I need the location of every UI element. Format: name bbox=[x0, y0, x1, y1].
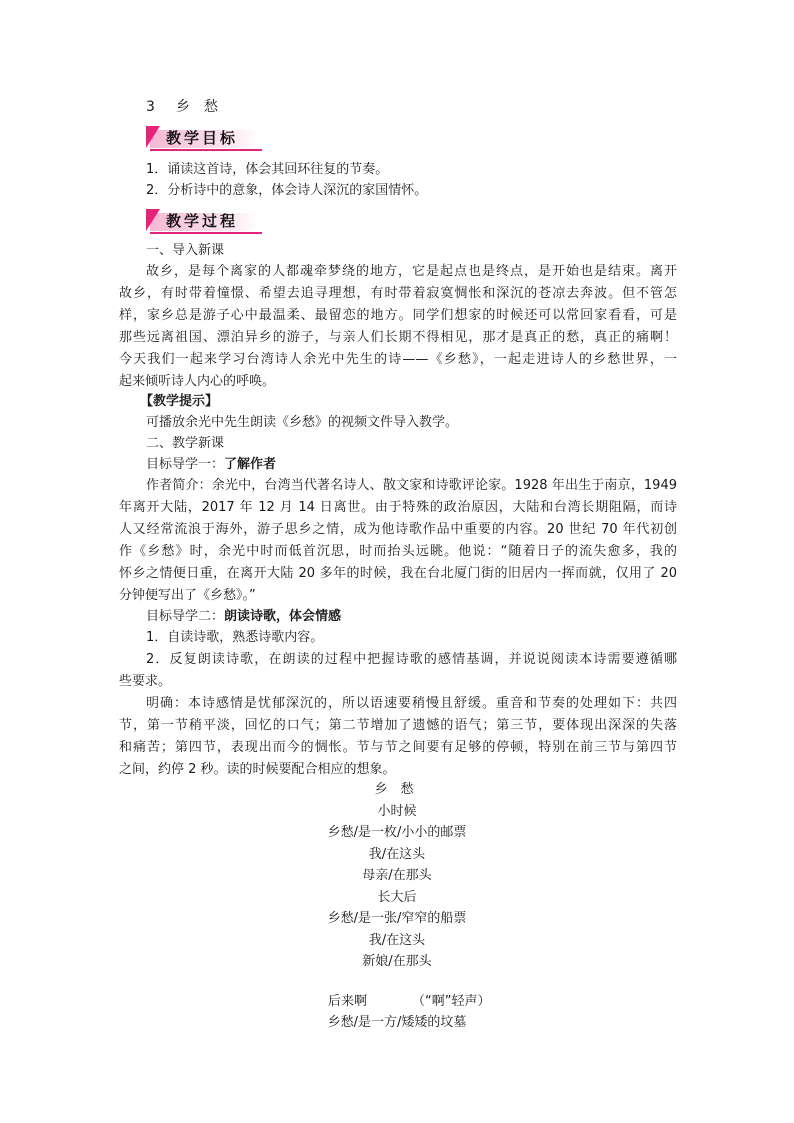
guide-2-prefix: 目标导学二： bbox=[146, 609, 225, 624]
lesson-title: 乡 愁 bbox=[175, 99, 218, 115]
section-banner-process bbox=[146, 209, 264, 235]
poem-line-7: 我/在这头 bbox=[368, 933, 426, 948]
intro-line-4: 那些远离祖国、漂泊异乡的游子，与亲人们长期不得相见，那才是真正的愁，真正的痛啊！ bbox=[119, 330, 677, 345]
poem-line-4: 母亲/在那头 bbox=[362, 868, 432, 883]
poem-stanza3-line-1: 后来啊 bbox=[328, 994, 368, 1009]
answer-line-4: 之间，约停 2 秒。读的时候要配合相应的想象。 bbox=[119, 762, 396, 777]
goal-item-1: 1．诵读这首诗，体会其回环往复的节奏。 bbox=[146, 162, 389, 177]
author-line-6: 分钟便写出了《乡愁》。” bbox=[119, 588, 256, 603]
author-line-2: 年离开大陆，2017 年 12 月 14 日离世。由于特殊的政治原因，大陆和台湾长期阻隔，而诗 bbox=[119, 500, 677, 515]
author-line-5: 怀乡之情便日重，在离开大陆 20 多年的时候，我在台北厦门街的旧居内一挥而就，仅用了 20 bbox=[119, 566, 677, 581]
poem-line-3: 我/在这头 bbox=[368, 847, 426, 862]
author-line-4: 作《乡愁》时，余光中时而低首沉思，时而抬头远眺。他说：“随着日子的流失愈多，我的 bbox=[119, 544, 677, 559]
guide-1 bbox=[146, 455, 276, 475]
poem-line-5: 长大后 bbox=[377, 890, 417, 905]
author-line-3: 人又经常流浪于海外，游子思乡之情，成为他诗歌作品中重要的内容。20 世纪 70 年代初创 bbox=[119, 522, 677, 537]
intro-line-2: 故乡，有时带着憧憬、希望去追寻理想，有时带着寂寞惆怅和深沉的苍凉去奔波。但不管怎 bbox=[119, 286, 677, 301]
poem-line-2: 乡愁/是一枚/小小的邮票 bbox=[327, 825, 467, 840]
poem-line-1: 小时候 bbox=[377, 804, 417, 819]
guide-2-title: 朗读诗歌，体会情感 bbox=[224, 609, 342, 624]
intro-line-3: 样，家乡总是游子心中最温柔、最留恋的地方。同学们想家的时候还可以常回家看看，可是 bbox=[119, 308, 677, 323]
tip-label: 【教学提示】 bbox=[140, 394, 219, 409]
poem-line-8: 新娘/在那头 bbox=[362, 954, 432, 969]
banner-accent bbox=[146, 209, 160, 231]
step-1: 1．自读诗歌，熟悉诗歌内容。 bbox=[146, 630, 324, 645]
section-title-goals: 教学目标 bbox=[166, 129, 239, 147]
intro-line-6: 起来倾听诗人内心的呼唤。 bbox=[119, 374, 276, 389]
step-2-line-1: 2．反复朗读诗歌，在朗读的过程中把握诗歌的感情基调，并说说阅读本诗需要遵循哪 bbox=[146, 652, 677, 667]
guide-1-title: 了解作者 bbox=[224, 457, 277, 472]
author-line-1: 作者简介：余光中，台湾当代著名诗人、散文家和诗歌评论家。1928 年出生于南京，1949 bbox=[146, 478, 677, 493]
section-banner-goals bbox=[146, 126, 264, 152]
step-2-line-2: 些要求。 bbox=[119, 674, 172, 689]
tip-text: 可播放余光中先生朗读《乡愁》的视频文件导入教学。 bbox=[146, 415, 459, 430]
answer-line-1: 明确：本诗感情是忧郁深沉的，所以语速要稍慢且舒缓。重音和节奏的处理如下：共四 bbox=[146, 696, 677, 711]
poem-stanza3-line-2: 乡愁/是一方/矮矮的坟墓 bbox=[327, 1015, 467, 1030]
intro-heading: 一、导入新课 bbox=[146, 243, 225, 258]
guide-1-prefix: 目标导学一： bbox=[146, 457, 225, 472]
banner-underline bbox=[150, 232, 262, 234]
goal-item-2: 2．分析诗中的意象，体会诗人深沉的家国情怀。 bbox=[146, 183, 428, 198]
guide-2 bbox=[146, 607, 341, 627]
lesson-number: 3 bbox=[146, 99, 155, 115]
answer-line-2: 节，第一节稍平淡，回忆的口气；第二节增加了遗憾的语气；第三节，要体现出深深的失落 bbox=[119, 718, 677, 733]
section-title-process: 教学过程 bbox=[166, 212, 239, 230]
poem-title: 乡 愁 bbox=[374, 782, 414, 797]
poem-stanza3-note: （“啊”轻声） bbox=[412, 994, 491, 1009]
poem-line-6: 乡愁/是一张/窄窄的船票 bbox=[327, 911, 467, 926]
lesson-heading bbox=[146, 97, 218, 117]
banner-underline bbox=[150, 149, 262, 151]
intro-line-1: 故乡，是每个离家的人都魂牵梦绕的地方，它是起点也是终点，是开始也是结束。离开 bbox=[146, 264, 677, 279]
new-lesson-heading: 二、教学新课 bbox=[146, 436, 225, 451]
banner-accent bbox=[146, 126, 160, 148]
answer-line-3: 和痛苦；第四节，表现出而今的惆怅。节与节之间要有足够的停顿，特别在前三节与第四节 bbox=[119, 740, 677, 755]
intro-line-5: 今天我们一起来学习台湾诗人余光中先生的诗——《乡愁》，一起走进诗人的乡愁世界，一 bbox=[119, 352, 677, 367]
